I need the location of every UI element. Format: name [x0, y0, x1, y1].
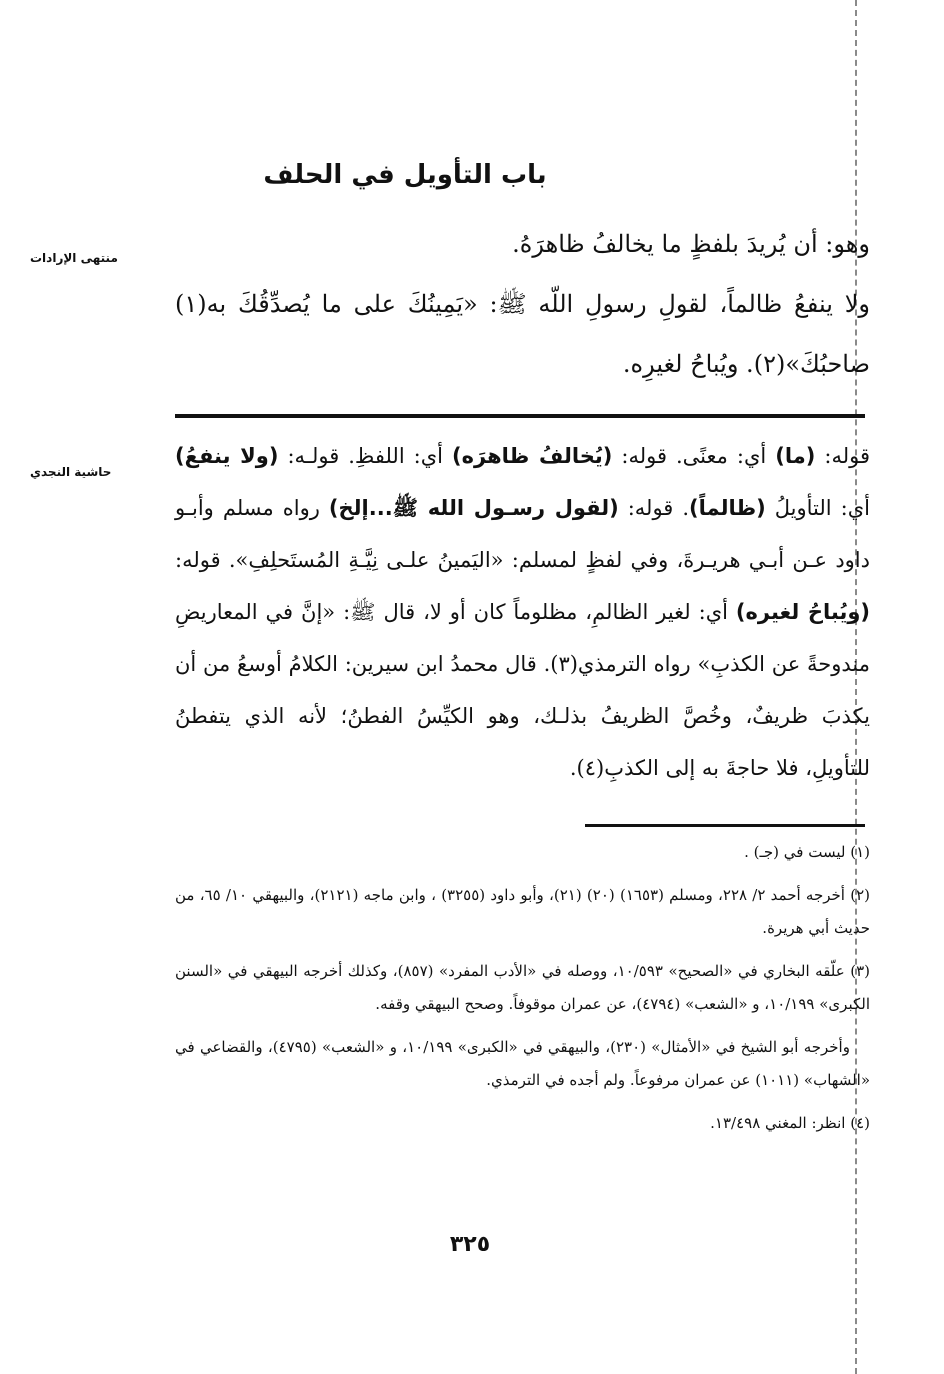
commentary-lemma: (ما): [775, 444, 816, 468]
footnotes: [175, 836, 870, 1150]
main-text: [175, 214, 870, 394]
commentary-lemma: (ولا ينفعُ): [175, 444, 279, 468]
commentary-lemma: (ويُباحُ لغيره): [735, 600, 870, 624]
commentary-segment: أي: التأويلُ: [765, 496, 870, 520]
main-text-line2: ولا ينفعُ ظالماً، لقولِ رسولِ اللّه ﷺ: «يَمِينُكَ على ما يُصدِّقُكَ به(١) صاحبُكَ»(٢). ويُباحُ لغيرِه.: [175, 290, 870, 378]
page-number: ٣٢٥: [449, 1232, 491, 1257]
commentary-lemma: (لقول رسـول الله ﷺ...إلخ): [328, 496, 619, 520]
commentary-lemma: (يُخالفُ ظاهرَه): [452, 444, 613, 468]
margin-label-najdi: حاشية النجدي: [30, 465, 112, 479]
footnote-rule: [585, 824, 865, 827]
footnote-2: (٢) أخرجه أحمد ٢/ ٢٢٨، ومسلم (١٦٥٣) (٢٠) (٢١)، وأبو داود (٣٢٥٥) ، وابن ماجه (٢١٢١)، والبيهقي ١٠/ ٦٥، من حديث أبي هريرة.: [175, 886, 870, 937]
commentary-segment: أي: اللفظِ. قولـه:: [278, 444, 453, 468]
footnote-3: (٣) علّقه البخاري في «الصحيح» ١٠/٥٩٣، ووصله في «الأدب المفرد» (٨٥٧)، وكذلك أخرجه البيهقي في «السنن الكبرى» ١٠/١٩٩، و «الشعب» (٤٧٩٤)، عن عمران موقوفاً. وصحح البيهقي وقفه.: [175, 962, 870, 1013]
footnote-3-continued: وأخرجه أبو الشيخ في «الأمثال» (٢٣٠)، والبيهقي في «الكبرى» ١٠/١٩٩، و «الشعب» (٤٧٩٥)، والقضاعي في «الشهاب» (١٠١١) عن عمران مرفوعاً. ولم أجده في الترمذي.: [175, 1038, 870, 1089]
footnote-1: (١) ليست في (جـ) .: [744, 843, 870, 861]
commentary-segment: قوله:: [815, 444, 870, 468]
separator-rule: [175, 414, 865, 418]
main-text-line1: وهو: أن يُريدَ بلفظٍ ما يخالفُ ظاهرَهُ.: [512, 230, 870, 258]
commentary-lemma: (ظالماً): [689, 496, 766, 520]
commentary-segment: رواه مسلم وأبـو داود عـن أبـي هريـرةَ، وفي لفظٍ لمسلم: «اليَمينُ علـى نِيَّـةِ المُستَحلِفِ». قوله:: [175, 496, 870, 572]
footnote-4: (٤) انظر: المغني ١٣/٤٩٨.: [710, 1114, 870, 1132]
commentary-segment: أي: لغير الظالمِ، مظلوماً كان أو لا، قال ﷺ: «إنَّ في المعاريضِ مندوحةً عن الكذبِ» رواه الترمذي(٣). قال محمدُ ابن سيرين: الكلامُ أوسعُ من أن يكذبَ ظريفٌ، وخُصَّ الظريفُ بذلـك، وهو الكيِّسُ الفطنُ؛ لأنه الذي يتفطنُ للتأويلِ، فلا حاجةَ به إلى الكذبِ(٤).: [175, 600, 871, 780]
margin-label-muntaha: منتهى الإرادات: [30, 251, 118, 265]
chapter-title: باب التأويل في الحلف: [263, 160, 547, 190]
commentary-segment: . قوله:: [618, 496, 690, 520]
commentary-text: [175, 430, 870, 794]
commentary-segment: أي: معنًى. قوله:: [612, 444, 776, 468]
